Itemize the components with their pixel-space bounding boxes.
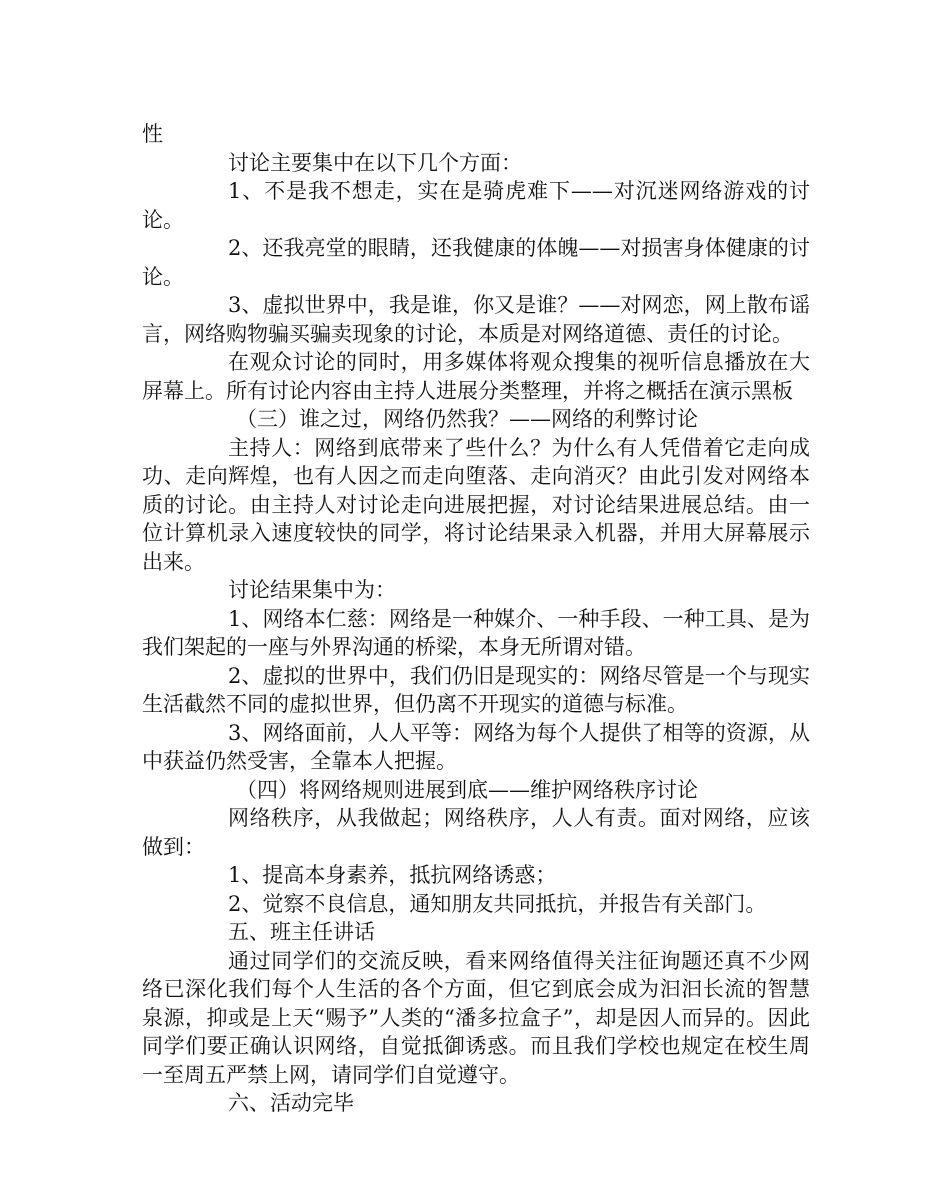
- paragraph-order-item-1: 1、提高本身素养，抵抗网络诱惑；: [228, 863, 557, 887]
- paragraph-teacher-speech: 通过同学们的交流反映，看来网络值得关注征询题还真不少网络已深化我们每个人生活的各个方面，但它到底会成为汩汩长流的智慧泉源，抑或是上天“赐予”人类的“潘多拉盒子”，却是因人而异的。因此同学们要正确认识网络，自觉抵御诱惑。而且我们学校也规定在校生周一至周五严禁上网，请同学们自觉遵守。: [142, 948, 810, 1087]
- document-body: [142, 120, 810, 1118]
- paragraph-result-2: 2、虚拟的世界中，我们仍旧是现实的：网络尽管是一个与现实生活截然不同的虚拟世界，但仍离不开现实的道德与标准。: [142, 663, 810, 716]
- paragraph-order-item-2: 2、觉察不良信息，通知朋友共同抵抗，并报告有关部门。: [228, 891, 767, 916]
- section-heading-5: 五、班主任讲话: [228, 920, 375, 944]
- paragraph-discussion-item-3: 3、虚拟世界中，我是谁，你又是谁？——对网恋，网上散布谣言，网络购物骗买骗卖现象的讨论，本质是对网络道德、责任的讨论。: [142, 293, 810, 346]
- section-heading-4: （四）将网络规则进展到底——维护网络秩序讨论: [236, 777, 698, 802]
- paragraph-order: 网络秩序，从我做起；网络秩序，人人有责。面对网络，应该做到：: [142, 806, 810, 859]
- section-heading-6: 六、活动完毕: [228, 1091, 354, 1115]
- paragraph-result-3: 3、网络面前，人人平等：网络为每个人提供了相等的资源，从中获益仍然受害，全靠本人把握。: [142, 720, 810, 773]
- paragraph-discussion-item-2: 2、还我亮堂的眼睛，还我健康的体魄——对损害身体健康的讨论。: [142, 236, 810, 289]
- paragraph-continuation: 性: [142, 122, 163, 146]
- paragraph-multimedia: 在观众讨论的同时，用多媒体将观众搜集的视听信息播放在大屏幕上。所有讨论内容由主持人进展分类整理，并将之概括在演示黑板: [142, 350, 810, 403]
- paragraph-discussion-item-1: 1、不是我不想走，实在是骑虎难下——对沉迷网络游戏的讨论。: [142, 179, 810, 232]
- paragraph-discussion-intro: 讨论主要集中在以下几个方面：: [228, 150, 522, 175]
- section-heading-3: （三）谁之过，网络仍然我？——网络的利弊讨论: [236, 407, 698, 431]
- paragraph-host: 主持人：网络到底带来了些什么？为什么有人凭借着它走向成功、走向辉煌，也有人因之而走向堕落、走向消灭？由此引发对网络本质的讨论。由主持人对讨论走向进展把握，对讨论结果进展总结。由一位计算机录入速度较快的同学，将讨论结果录入机器，并用大屏幕展示出来。: [142, 435, 810, 574]
- paragraph-results-intro: 讨论结果集中为：: [228, 578, 396, 602]
- paragraph-result-1: 1、网络本仁慈：网络是一种媒介、一种手段、一种工具、是为我们架起的一座与外界沟通的桥梁，本身无所谓对错。: [142, 606, 810, 659]
